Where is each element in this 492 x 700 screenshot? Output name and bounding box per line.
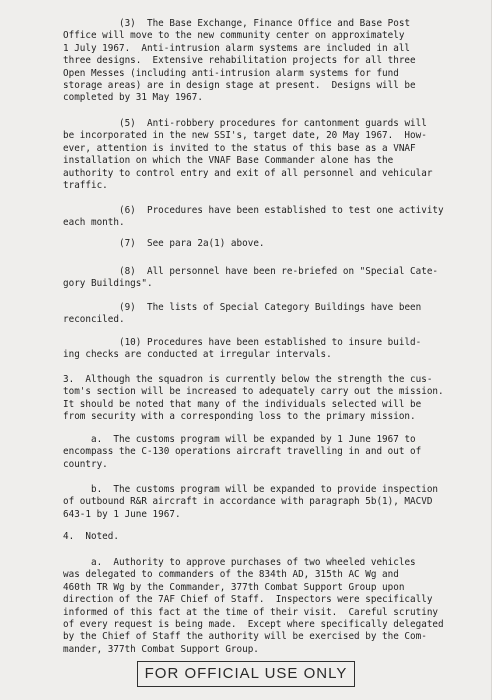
paragraph-section-4: 4. Noted.	[63, 531, 119, 542]
paragraph-section-3a: a. The customs program will be expanded by 1 June 1967 to encompass the C-130 operations aircraft travelling in and out of country.	[63, 434, 422, 470]
paragraph-item-10: (10) Procedures have been established to insure build- ing checks are conducted at irregular intervals.	[63, 337, 422, 361]
paragraph-item-5: (5) Anti-robbery procedures for cantonment guards will be incorporated in the new SSI's, target date, 20 May 1967. How- ever, attention is invited to the status of this base as a VNAF installation on which the VNAF Base Commander alone has the authority to control entry and exit of all personnel and vehicular traffic.	[63, 118, 433, 192]
paragraph-item-3: (3) The Base Exchange, Finance Office and Base Post Office will move to the new community center on approximately 1 July 1967. Anti-intrusion alarm systems are included in all three designs. Extensive rehabilitation projects for all three Open Messes (including anti-intrusion alarm systems for fund storage areas) are in design stage at present. Designs will be completed by 31 May 1967.	[63, 18, 416, 104]
paragraph-item-7: (7) See para 2a(1) above.	[63, 238, 265, 249]
paragraph-section-3b: b. The customs program will be expanded to provide inspection of outbound R&R aircraft in accordance with paragraph 5b(1), MACVD 643-1 by 1 June 1967.	[63, 484, 439, 520]
paragraph-item-9: (9) The lists of Special Category Buildings have been reconciled.	[63, 302, 422, 326]
official-use-stamp: FOR OFFICIAL USE ONLY	[137, 661, 355, 687]
paragraph-section-4a: a. Authority to approve purchases of two wheeled vehicles was delegated to commanders of the 834th AD, 315th AC Wg and 460th TR Wg by the Commander, 377th Combat Support Group upon direction of the 7AF Chief of Staff. Inspectors were specifically informed of this fact at the time of their visit. Careful scrutiny of every request is being made. Except where specifically delegated by the Chief of Staff the authority will be exercised by the Com- mander, 377th Combat Support Group.	[63, 557, 444, 655]
paragraph-item-8: (8) All personnel have been re-briefed on "Special Cate- gory Buildings".	[63, 266, 439, 290]
paragraph-item-6: (6) Procedures have been established to test one activity each month.	[63, 205, 444, 229]
paragraph-section-3: 3. Although the squadron is currently below the strength the cus- tom's section will be increased to adequately carry out the mission. It should be noted that many of the individuals selected will be from security with a corresponding loss to the primary mission.	[63, 374, 444, 423]
